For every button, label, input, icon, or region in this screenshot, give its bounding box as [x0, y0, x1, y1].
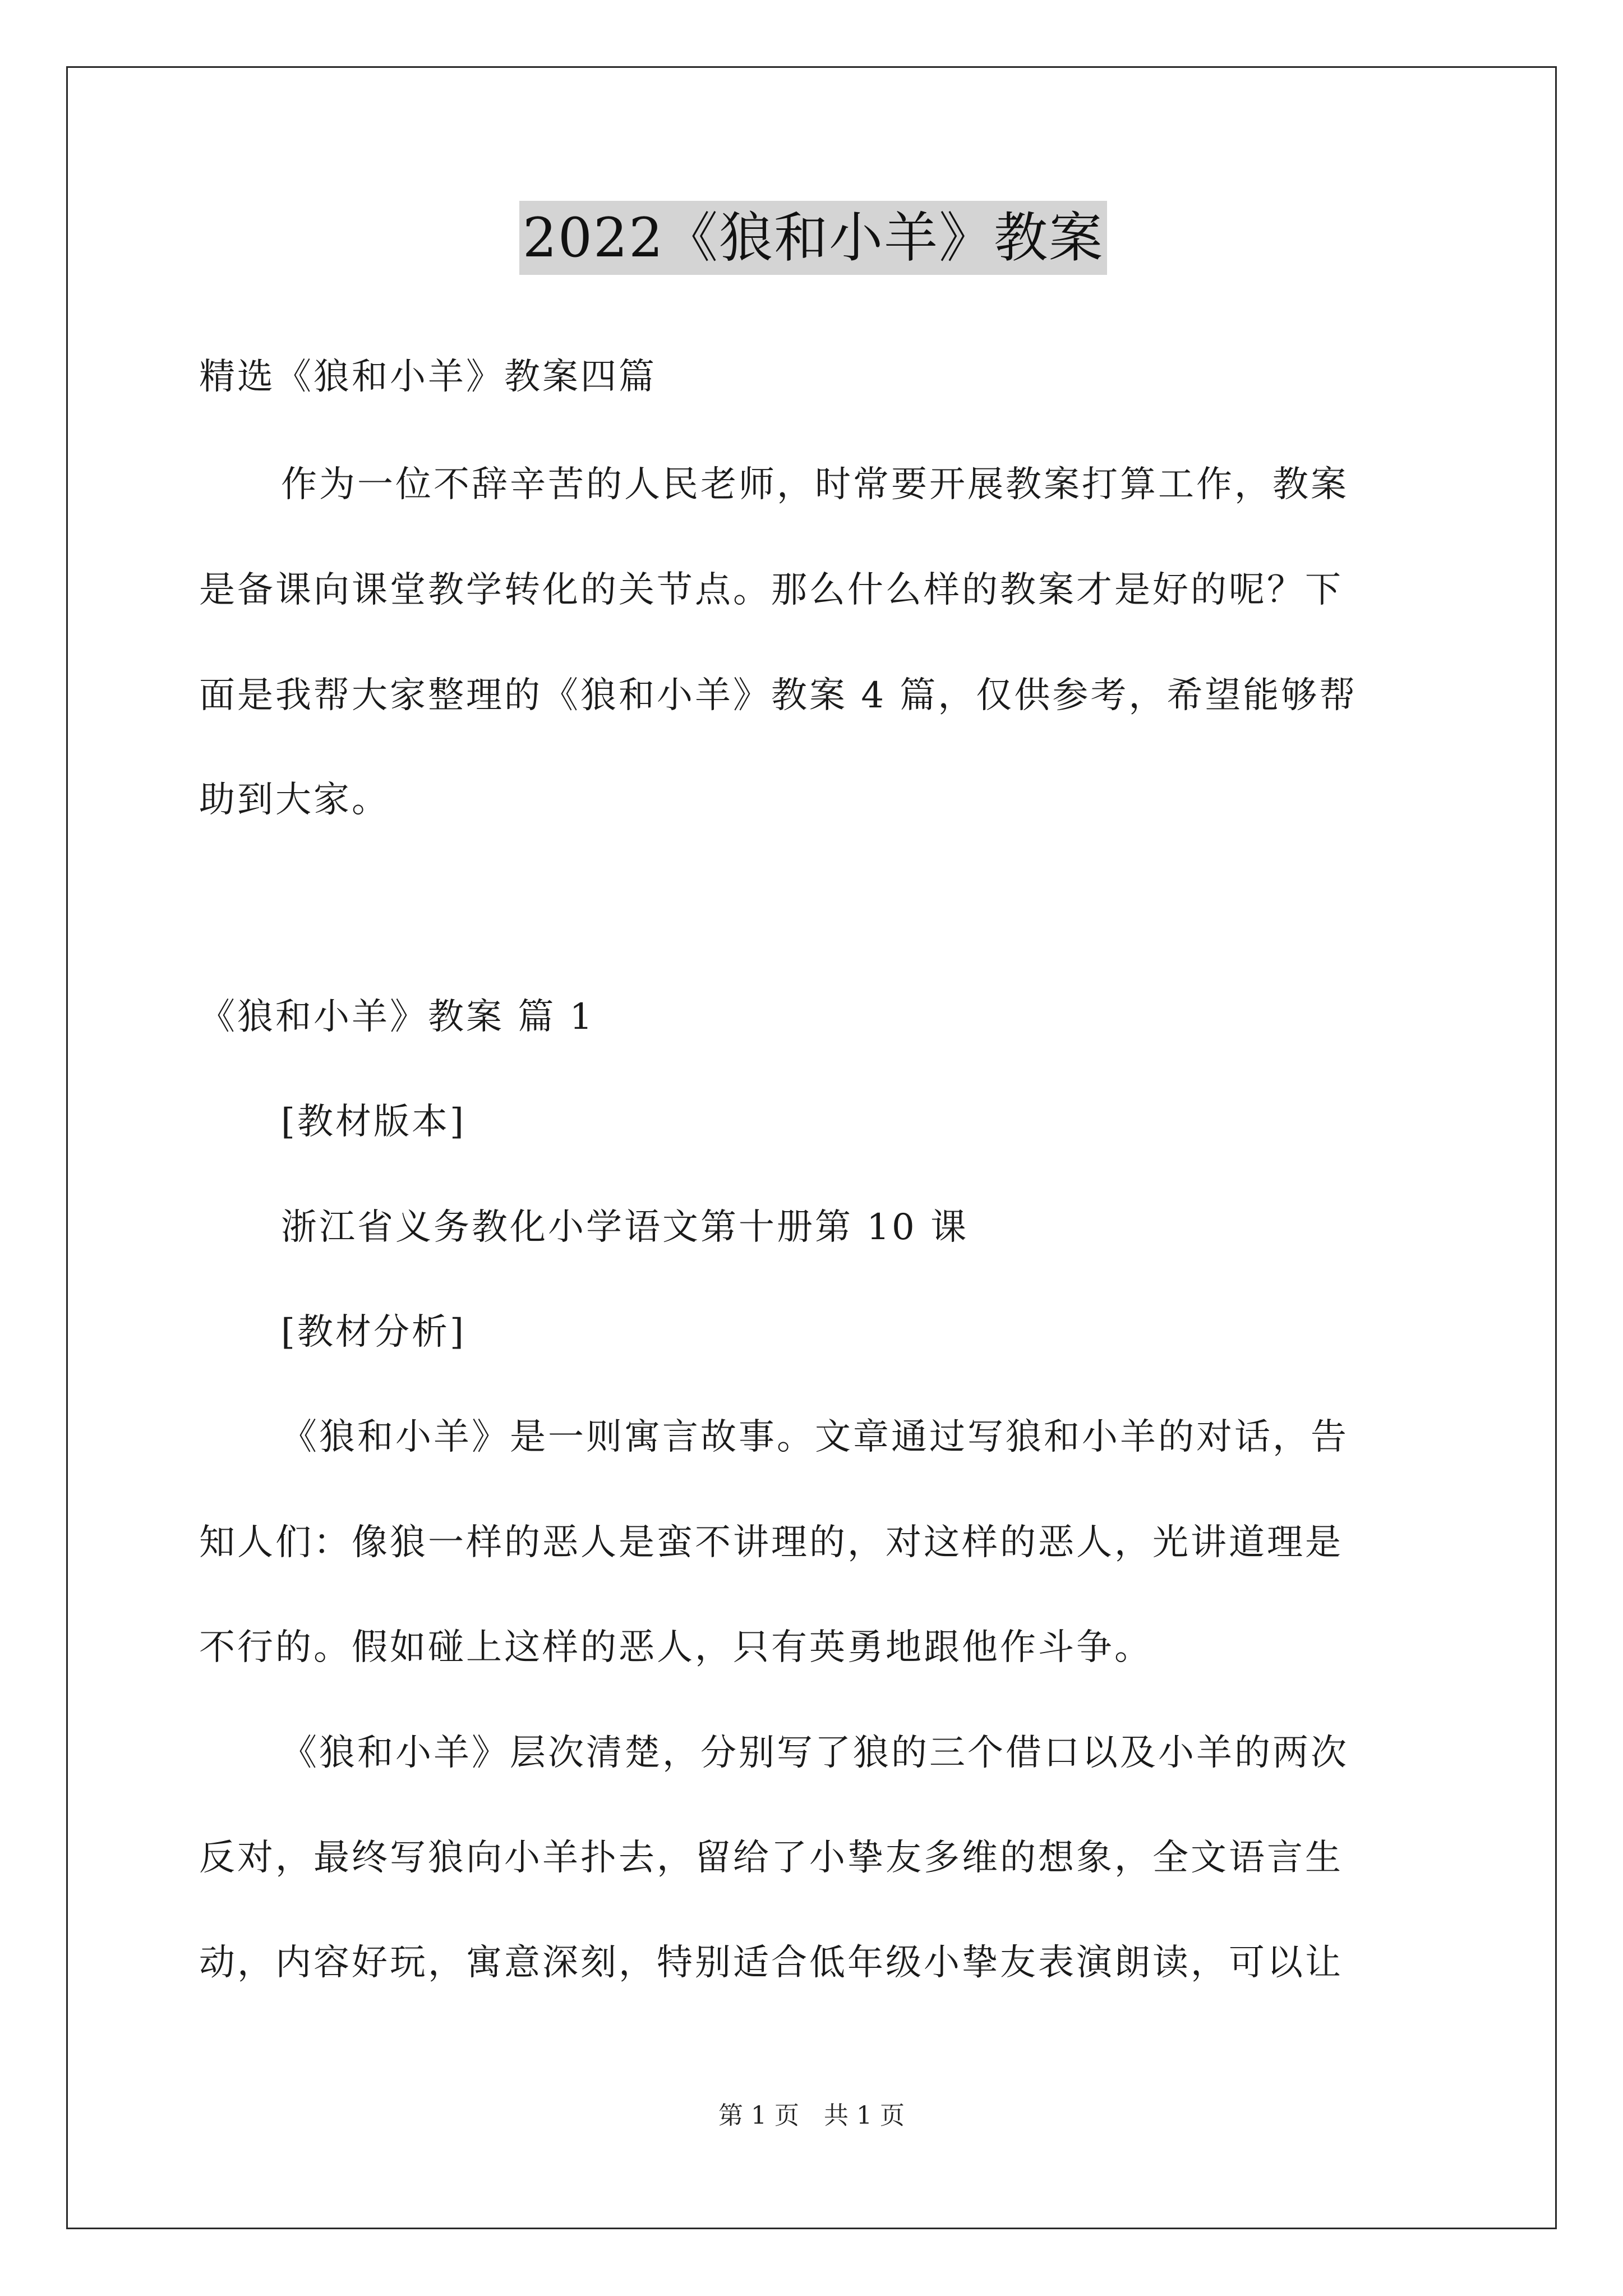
intro-line: 助到大家。 [199, 779, 390, 821]
document-title: 2022《狼和小羊》教案 [519, 201, 1107, 275]
analysis-paragraph-2-line: 动，内容好玩，寓意深刻，特别适合低年级小挚友表演朗读，可以让 [199, 1942, 1343, 1984]
material-analysis-label: [教材分析] [281, 1312, 466, 1353]
material-version-value: 浙江省义务教化小学语文第十册第 10 课 [281, 1207, 969, 1248]
page-total: 共 1 页 [824, 2101, 905, 2130]
page-number: 第 1 页 [718, 2101, 799, 2130]
analysis-paragraph-1-line: 《狼和小羊》是一则寓言故事。文章通过写狼和小羊的对话，告 [281, 1416, 1349, 1458]
analysis-paragraph-1-line: 不行的。假如碰上这样的恶人，只有英勇地跟他作斗争。 [199, 1627, 1152, 1668]
material-version-label: [教材版本] [281, 1101, 466, 1143]
intro-line: 是备课向课堂教学转化的关节点。那么什么样的教案才是好的呢？下 [199, 569, 1343, 611]
subtitle: 精选《狼和小羊》教案四篇 [199, 356, 657, 398]
section-heading: 《狼和小羊》教案 篇 1 [199, 996, 595, 1038]
analysis-paragraph-2-line: 《狼和小羊》层次清楚，分别写了狼的三个借口以及小羊的两次 [281, 1732, 1349, 1774]
analysis-paragraph-1-line: 知人们：像狼一样的恶人是蛮不讲理的，对这样的恶人，光讲道理是 [199, 1522, 1343, 1563]
page-footer [0, 2099, 1623, 2133]
title-wrap [199, 201, 1427, 275]
intro-line: 作为一位不辞辛苦的人民老师，时常要开展教案打算工作，教案 [281, 464, 1349, 505]
intro-line: 面是我帮大家整理的《狼和小羊》教案 4 篇，仅供参考，希望能够帮 [199, 675, 1358, 716]
analysis-paragraph-2-line: 反对，最终写狼向小羊扑去，留给了小挚友多维的想象，全文语言生 [199, 1837, 1343, 1879]
